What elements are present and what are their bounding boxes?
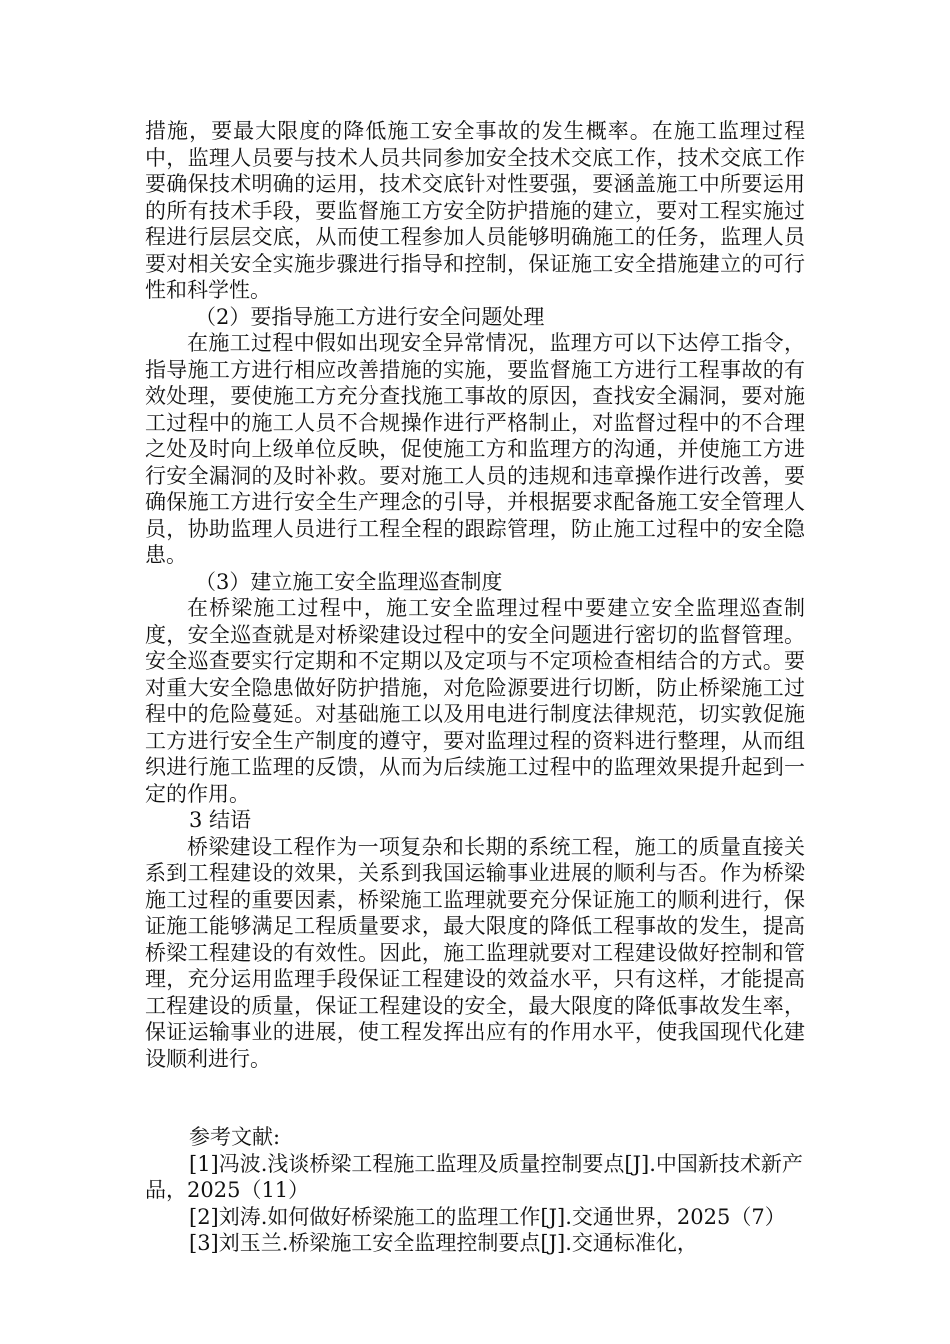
reference-item-1: [1]冯波.浅谈桥梁工程施工监理及质量控制要点[J].中国新技术新产品，2025（11） <box>145 1151 803 1202</box>
paragraph-safety-handling: 在施工过程中假如出现安全异常情况，监理方可以下达停工指令，指导施工方进行相应改善措施的实施，要监督施工方进行工程事故的有效处理，要使施工方充分查找施工事故的原因，查找安全漏洞，要对施工过程中的施工人员不合规操作进行严格制止，对监督过程中的不合理之处及时向上级单位反映，促使施工方和监理方的沟通，并使施工方进行安全漏洞的及时补救。要对施工人员的违规和违章操作进行改善，要确保施工方进行安全生产理念的引导，并根据要求配备施工安全管理人员，协助监理人员进行工程全程的跟踪管理，防止施工过程中的安全隐患。 <box>145 331 805 567</box>
subheading-safety-handling: （2）要指导施工方进行安全问题处理 <box>195 304 545 329</box>
document-page <box>145 118 805 1257</box>
subheading-inspection-system: （3）建立施工安全监理巡查制度 <box>195 569 503 594</box>
reference-item-2: [2]刘涛.如何做好桥梁施工的监理工作[J].交通世界，2025（7） <box>189 1204 786 1229</box>
paragraph-inspection-system: 在桥梁施工过程中，施工安全监理过程中要建立安全监理巡查制度，安全巡查就是对桥梁建设过程中的安全问题进行密切的监督管理。安全巡查要实行定期和不定期以及定项与不定项检查相结合的方式。要对重大安全隐患做好防护措施，对危险源要进行切断，防止桥梁施工过程中的危险蔓延。对基础施工以及用电进行制度法律规范，切实敦促施工方进行安全生产制度的遵守，要对监理过程的资料进行整理，从而组织进行施工监理的反馈，从而为后续施工过程中的监理效果提升起到一定的作用。 <box>145 596 805 806</box>
section-spacer <box>145 1072 805 1124</box>
section-heading-conclusion: 3 结语 <box>189 808 252 832</box>
references-title: 参考文献: <box>189 1125 281 1149</box>
paragraph-conclusion: 桥梁建设工程作为一项复杂和长期的系统工程，施工的质量直接关系到工程建设的效果，关系到我国运输事业进展的顺利与否。作为桥梁施工过程的重要因素，桥梁施工监理就要充分保证施工的顺利进行，保证施工能够满足工程质量要求，最大限度的降低工程事故的发生，提高桥梁工程建设的有效性。因此，施工监理就要对工程建设做好控制和管理，充分运用监理手段保证工程建设的效益水平，只有这样，才能提高工程建设的质量，保证工程建设的安全，最大限度的降低事故发生率，保证运输事业的进展，使工程发挥出应有的作用水平，使我国现代化建设顺利进行。 <box>145 834 805 1071</box>
reference-item-3: [3]刘玉兰.桥梁施工安全监理控制要点[J].交通标准化， <box>189 1231 698 1255</box>
paragraph-safety-measures: 措施，要最大限度的降低施工安全事故的发生概率。在施工监理过程中，监理人员要与技术人员共同参加安全技术交底工作，技术交底工作要确保技术明确的运用，技术交底针对性要强，要涵盖施工中所要运用的所有技术手段，要监督施工方安全防护措施的建立，要对工程实施过程进行层层交底，从而使工程参加人员能够明确施工的任务，监理人员要对相关安全实施步骤进行指导和控制，保证施工安全措施建立的可行性和科学性。 <box>145 119 805 302</box>
